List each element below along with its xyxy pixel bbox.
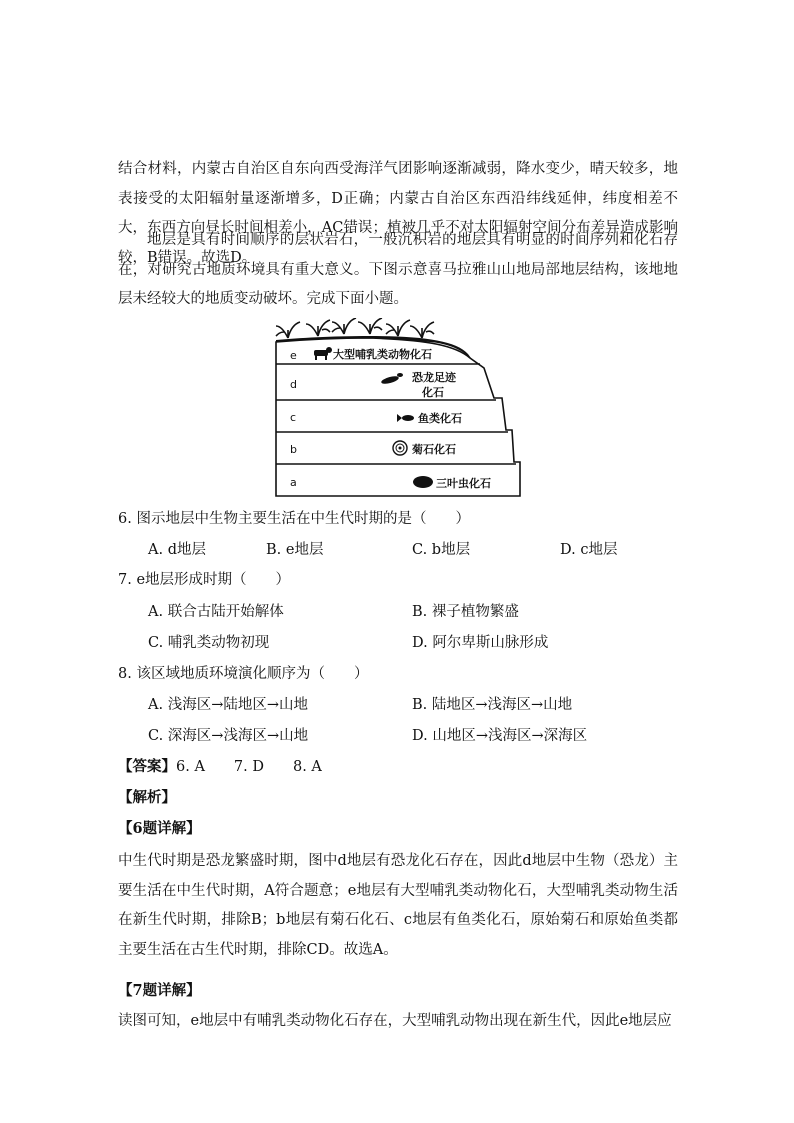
detail-6-text: 中生代时期是恐龙繁盛时期，图中d地层有恐龙化石存在，因此d地层中生物（恐龙）主要生活在中生代时期，A符合题意；e地层有大型哺乳类动物化石，大型哺乳类动物生活在新生代时期，排除B；b地层有菊石化石、c地层有鱼类化石，原始菊石和原始鱼类都主要生活在古生代时期，排除CD。故选A。 <box>118 853 678 958</box>
layer-a-label: 三叶虫化石 <box>436 477 491 490</box>
question-7-stem: 7. e地层形成时期（ ） <box>118 572 291 588</box>
answer-text: 6. A 7. D 8. A <box>176 759 322 775</box>
layer-b-label: 菊石化石 <box>412 443 456 456</box>
detail-7-text: 读图可知，e地层中有哺乳类动物化石存在，大型哺乳动物出现在新生代，因此e地层应 <box>118 1013 672 1029</box>
question-6-option-b: B. e地层 <box>266 542 324 558</box>
layer-c-letter: c <box>290 411 297 424</box>
question-8-option-c: C. 深海区→浅海区→山地 <box>148 728 309 744</box>
layer-b-letter: b <box>290 443 297 456</box>
layer-e-letter: e <box>290 349 297 362</box>
question-8-option-d: D. 山地区→浅海区→深海区 <box>412 728 588 744</box>
detail-7-heading: 【7题详解】 <box>118 982 201 999</box>
question-7-option-c: C. 哺乳类动物初现 <box>148 635 270 651</box>
question-8-stem: 8. 该区域地质环境演化顺序为（ ） <box>118 666 369 682</box>
answer-label: 【答案】 <box>118 758 176 775</box>
question-6-stem: 6. 图示地层中生物主要生活在中生代时期的是（ ） <box>118 511 470 527</box>
question-8-option-b: B. 陆地区→浅海区→山地 <box>412 697 573 713</box>
trilobite-icon <box>413 476 433 488</box>
ammonite-icon <box>393 441 407 455</box>
question-8-option-a: A. 浅海区→陆地区→山地 <box>148 697 308 713</box>
strata-diagram <box>270 318 530 500</box>
question-7-option-b: B. 裸子植物繁盛 <box>412 604 519 620</box>
question-6-option-c: C. b地层 <box>412 542 471 558</box>
layer-e-label: 大型哺乳类动物化石 <box>333 348 432 361</box>
question-6-option-d: D. c地层 <box>560 542 618 558</box>
layer-d-letter: d <box>290 378 297 391</box>
context-paragraph: 地层是具有时间顺序的层状岩石，一般沉积岩的地层具有明显的时间序列和化石存在，对研究古地质环境具有重大意义。下图示意喜马拉雅山山地局部地层结构，该地地层未经较大的地质变动破坏。完成下面小题。 <box>118 232 678 307</box>
layer-a-letter: a <box>290 476 297 489</box>
layer-c-label: 鱼类化石 <box>418 412 462 425</box>
layer-d-label-line1: 恐龙足迹 <box>412 371 456 384</box>
question-7-option-d: D. 阿尔卑斯山脉形成 <box>412 635 549 651</box>
vegetation-icon <box>276 318 434 338</box>
answer-line <box>118 757 322 777</box>
strata-figure <box>270 318 530 500</box>
analysis-label: 【解析】 <box>118 789 176 806</box>
layer-d-label-line2: 化石 <box>422 386 444 399</box>
question-6-option-a: A. d地层 <box>148 542 206 558</box>
question-7-option-a: A. 联合古陆开始解体 <box>148 604 284 620</box>
intro-paragraph: 结合材料，内蒙古自治区自东向西受海洋气团影响逐渐减弱，降水变少，晴天较多，地表接受的太阳辐射量逐渐增多，D正确；内蒙古自治区东西沿纬线延伸，纬度相差不大，东西方向昼长时间相差小，AC错误；植被几乎不对太阳辐射空间分布差异造成影响较，B错误。故选D。 <box>118 161 678 266</box>
detail-6-heading: 【6题详解】 <box>118 820 201 837</box>
